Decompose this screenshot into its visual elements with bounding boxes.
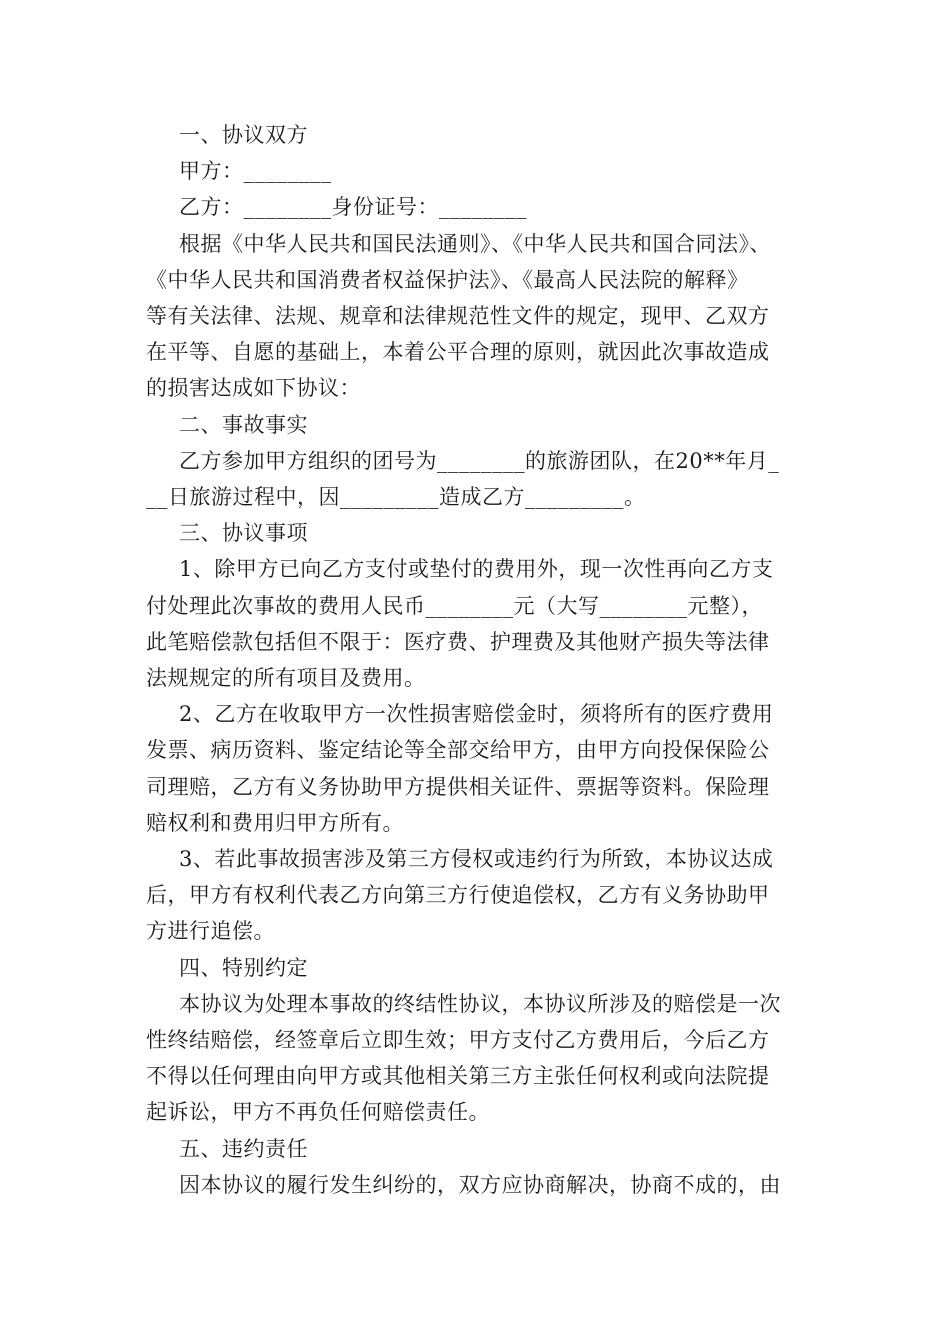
preamble-line: 的损害达成如下协议：	[146, 376, 361, 401]
item2-line: 司理赔，乙方有义务协助甲方提供相关证件、票据等资料。保险理	[146, 774, 770, 799]
section-heading-breach: 五、违约责任	[179, 1136, 308, 1161]
preamble-line: 《中华人民共和国消费者权益保护法》、《最高人民法院的解释》	[146, 267, 749, 292]
preamble-line: 在平等、自愿的基础上，本着公平合理的原则，就因此次事故造成	[146, 340, 770, 365]
special-line: 不得以任何理由向甲方或其他相关第三方主张任何权利或向法院提	[146, 1064, 770, 1089]
item1-line: 1、除甲方已向乙方支付或垫付的费用外，现一次性再向乙方支	[179, 557, 774, 582]
special-line: 本协议为处理本事故的终结性协议，本协议所涉及的赔偿是一次	[179, 991, 781, 1016]
item2-line: 发票、病历资料、鉴定结论等全部交给甲方，由甲方向投保保险公	[146, 738, 770, 763]
agreement-body	[146, 117, 826, 1203]
preamble-line: 等有关法律、法规、规章和法律规范性文件的规定，现甲、乙双方	[146, 304, 770, 329]
item3-line: 3、若此事故损害涉及第三方侵权或违约行为所致，本协议达成	[179, 847, 774, 872]
special-line: 起诉讼，甲方不再负任何赔偿责任。	[146, 1100, 490, 1125]
item3-line: 方进行追偿。	[146, 919, 275, 944]
item1-line: 此笔赔偿款包括但不限于：医疗费、护理费及其他财产损失等法律	[146, 629, 770, 654]
section-heading-terms: 三、协议事项	[179, 521, 308, 546]
item3-line: 后，甲方有权利代表乙方向第三方行使追偿权，乙方有义务协助甲	[146, 883, 770, 908]
facts-line: 乙方参加甲方组织的团号为________的旅游团队，在20**年月_	[179, 448, 780, 473]
party-b-line: 乙方：________身份证号：________	[179, 195, 527, 220]
item2-line: 赔权利和费用归甲方所有。	[146, 810, 404, 835]
item2-line: 2、乙方在收取甲方一次性损害赔偿金时，须将所有的医疗费用	[179, 702, 774, 727]
section-heading-special: 四、特别约定	[179, 955, 308, 980]
item1-line: 付处理此次事故的费用人民币________元（大写________元整），	[146, 593, 763, 618]
special-line: 性终结赔偿，经签章后立即生效；甲方支付乙方费用后，今后乙方	[146, 1028, 770, 1053]
facts-line: __日旅游过程中，因_________造成乙方_________。	[146, 485, 646, 510]
breach-line: 因本协议的履行发生纠纷的，双方应协商解决，协商不成的，由	[179, 1172, 781, 1197]
section-heading-facts: 二、事故事实	[179, 412, 308, 437]
section-heading-parties: 一、协议双方	[179, 123, 308, 147]
item1-line: 法规规定的所有项目及费用。	[146, 666, 426, 691]
preamble-line: 根据《中华人民共和国民法通则》、《中华人民共和国合同法》、	[179, 231, 771, 256]
party-a-line: 甲方：________	[179, 159, 332, 184]
